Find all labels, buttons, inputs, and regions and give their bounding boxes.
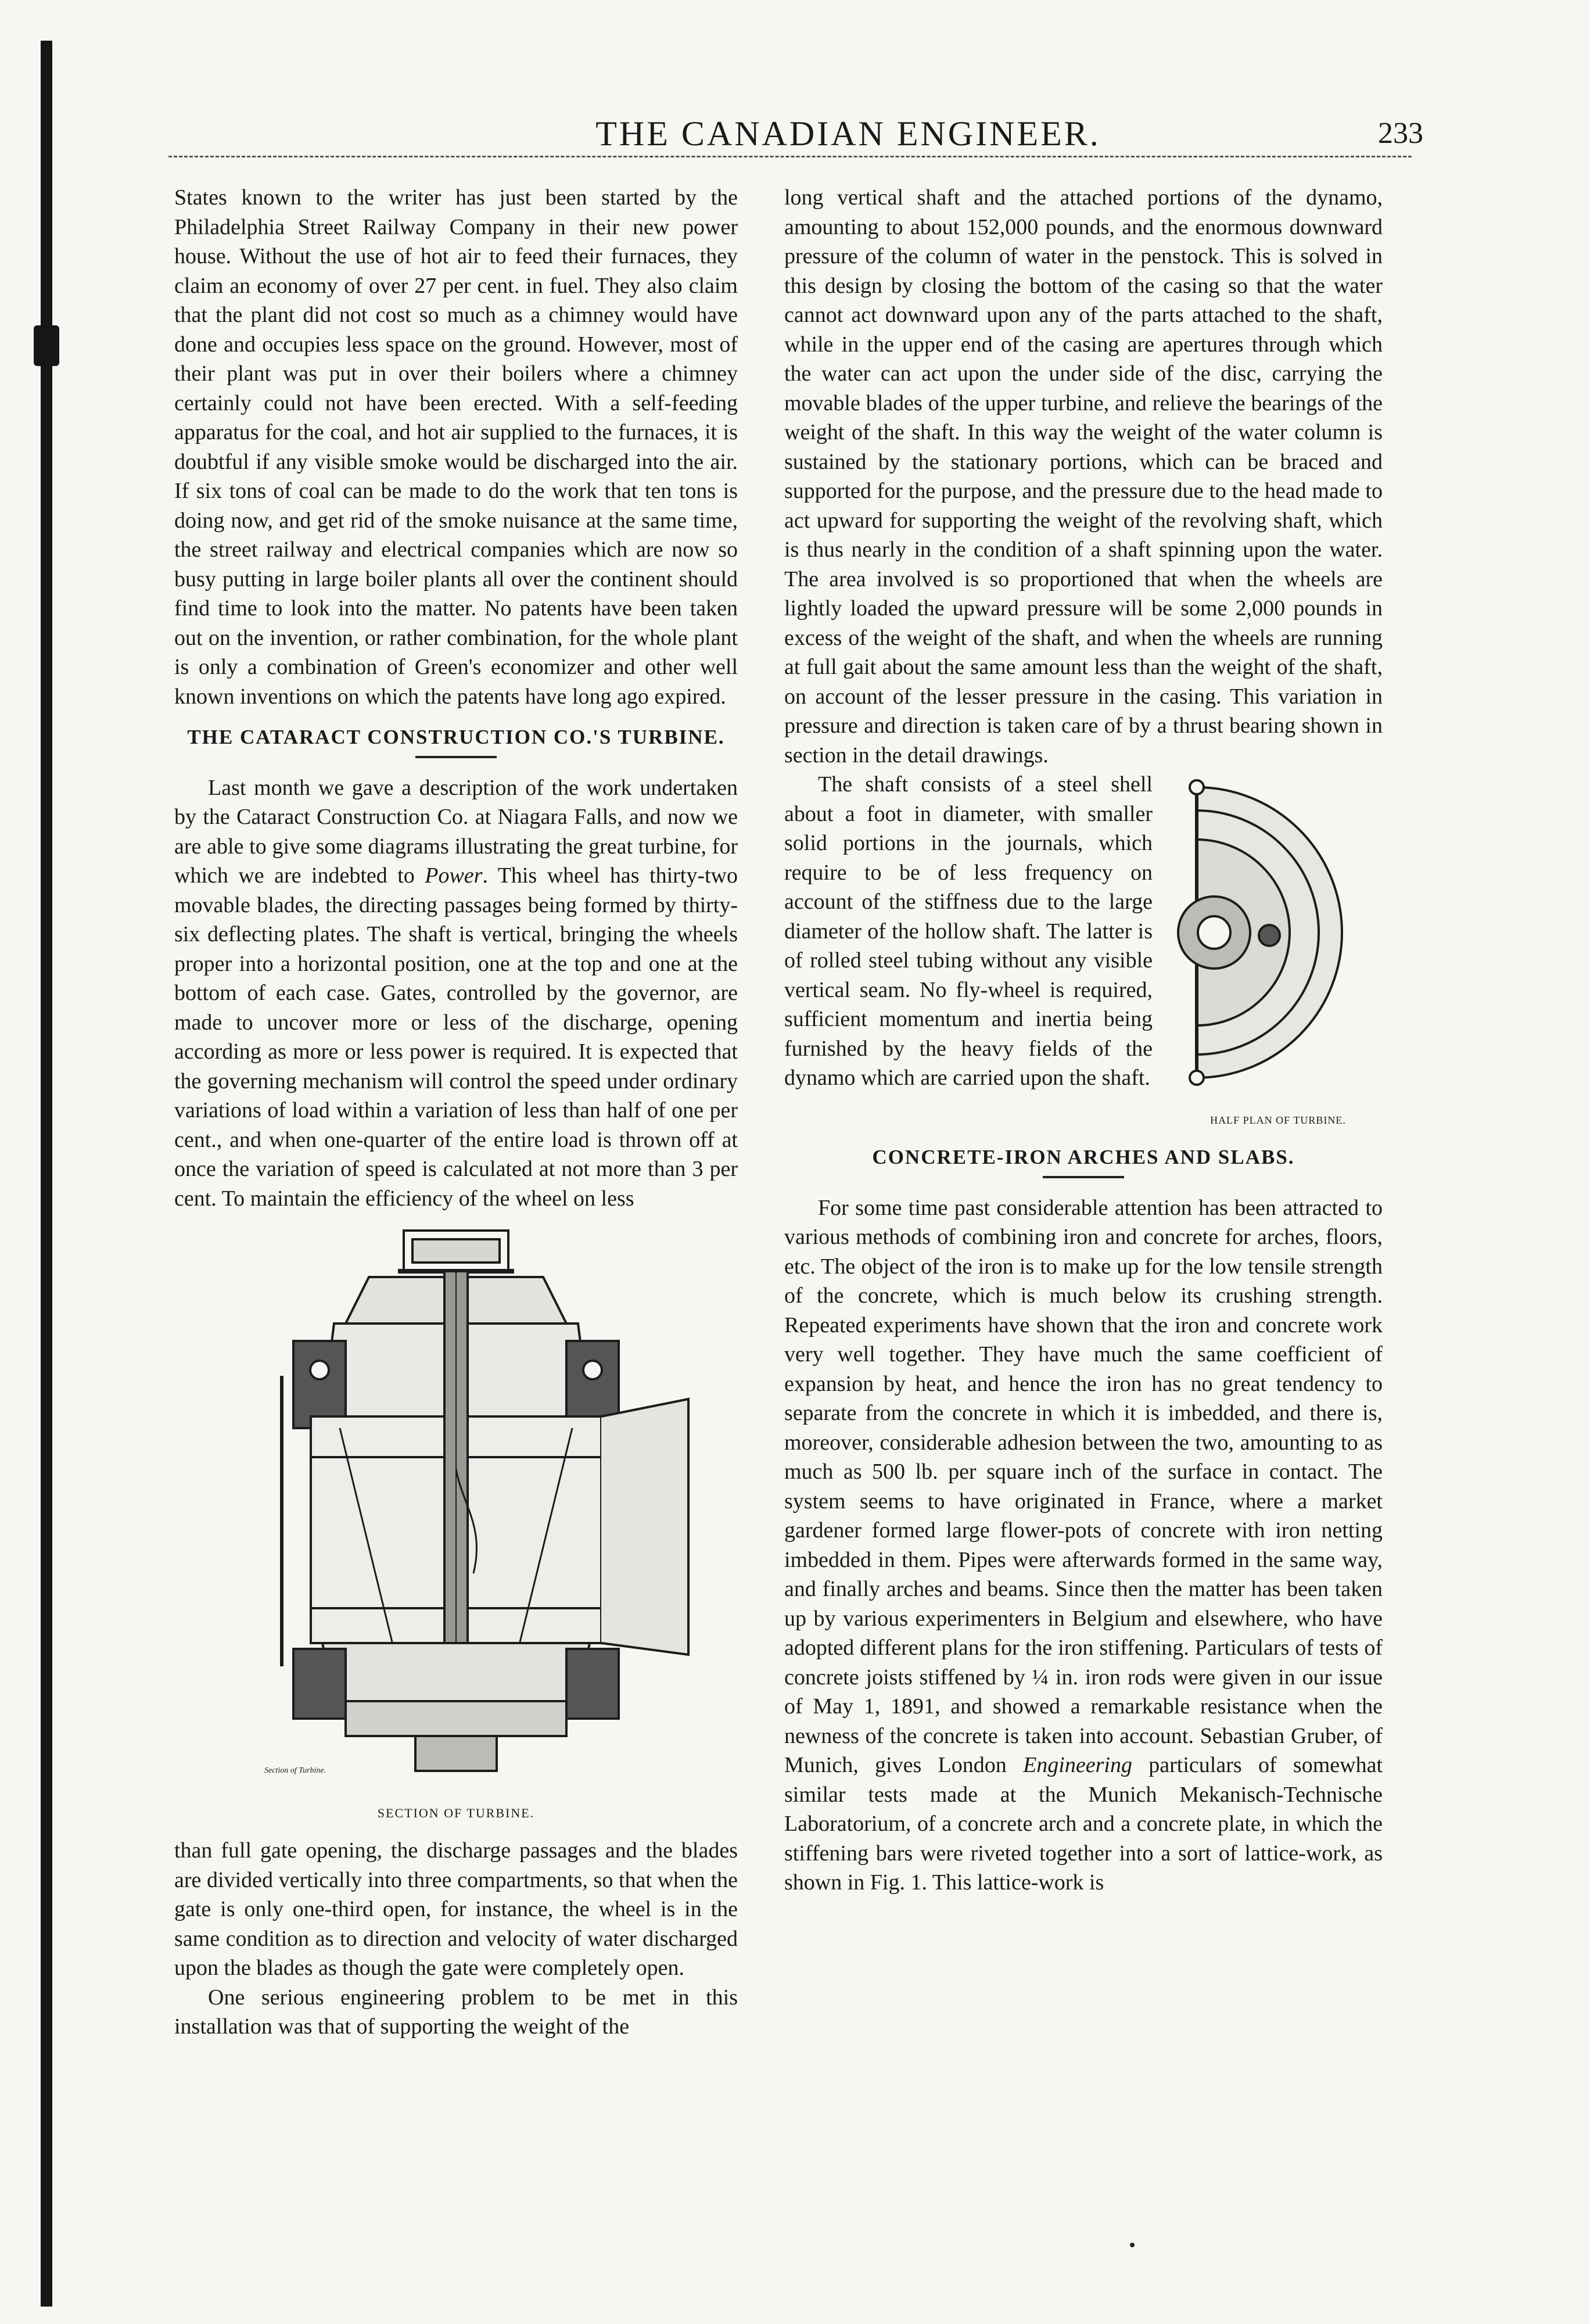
- shaft-paragraph: The shaft consists of a steel shell about a foot in diameter, with smaller solid portions in the journals, which require to be of less frequency on account of the stiffness due to the large diameter of the hollow shaft. The latter is of rolled steel tubing without any visible vertical seam. No fly-wheel is required, sufficient momentum and inertia being furnished by the heavy fields of the dynamo which are carried upon the shaft.: [784, 772, 1153, 1090]
- half-plan-drawing: [1162, 770, 1394, 1095]
- turbine-section-caption: SECTION OF TURBINE.: [377, 1805, 535, 1820]
- heading-rule: [1043, 1176, 1124, 1178]
- binding-clip: [34, 325, 59, 366]
- turbine-paragraph-1: Last month we gave a description of the work undertaken by the Cataract Construction Co. at Niagara Falls, and now we are able to give some diagrams illustrating the great turbine, for which we are indebted to Power. This wheel has thirty-two movable blades, the directing passages being formed by thirty-six deflecting plates. The shaft is vertical, bringing the wheels proper into a horizontal position, one at the top and one at the bottom of each case. Gates, controlled by the governor, are made to uncover more or less of the discharge, opening according as more or less power is required. It is expected that the governing mechanism will control the speed under ordinary variations of load within a variation of less than half of one per cent., and when one-quarter of the entire load is thrown off at once the variation of speed is calculated at not more than 3 per cent. To maintain the efficiency of the wheel on less: [174, 775, 738, 1211]
- figure-credit: Section of Turbine.: [264, 1766, 326, 1775]
- concrete-heading: CONCRETE-IRON ARCHES AND SLABS.: [872, 1146, 1295, 1168]
- binding-edge: [41, 41, 52, 2307]
- engineering-journal-name: Engineering: [1023, 1753, 1132, 1777]
- turbine-paragraph-2-continued: long vertical shaft and the attached portions of the dynamo, amounting to about 152,000 pounds, and the enormous downward pressure of the column of water in the penstock. This is solved in this design by closing the bottom of the casing so that the water cannot act downward upon any of the parts attached to the shaft, while in the upper end of the casing are apertures through which the water can act upon the under side of the disc, carrying the movable blades of the upper turbine, and relieve the bearings of the weight of the shaft. In this way the weight of the water column is sustained by the stationary portions, which can be braced and supported for the purpose, and the pressure due to the head made to act upward for supporting the weight of the revolving shaft, which is thus nearly in the condition of a shaft spinning upon the water. The area involved is so proportioned that when the wheels are lightly loaded the upward pressure will be some 2,000 pounds in excess of the weight of the shaft, and when the wheels are running at full gait about the same amount less than the weight of the shaft, on account of the lesser pressure in the casing. This variation in pressure and direction is taken care of by a thrust bearing shown in section in the detail drawings.: [784, 185, 1383, 768]
- right-column: [784, 183, 1383, 1898]
- turbine-paragraph-1-continued: than full gate opening, the discharge passages and the blades are divided vertically into three compartments, so that when the gate is only one-third open, for instance, the wheel is in the same condition as to direction and velocity of water discharged upon the blades as though the gate were completely open.: [174, 1838, 738, 1980]
- power-journal-name: Power: [425, 863, 483, 888]
- turbine-section-figure: [195, 1225, 717, 1796]
- half-plan-figure: [1162, 770, 1394, 1143]
- heading-rule: [415, 756, 497, 758]
- end-mark: [1130, 2243, 1135, 2247]
- running-head: [174, 110, 1429, 157]
- turbine-paragraph-2: One serious engineering problem to be met in this installation was that of supporting the weight of the: [174, 1985, 738, 2039]
- half-plan-caption: HALF PLAN OF TURBINE.: [1210, 1114, 1346, 1126]
- turbine-heading: THE CATARACT CONSTRUCTION CO.'S TURBINE.: [187, 726, 725, 748]
- concrete-paragraph: For some time past considerable attention has been attracted to various methods of combining iron and concrete for arches, floors, etc. The object of the iron is to make up for the low tensile strength of the concrete, which is much below its crushing strength. Repeated experiments have shown that the iron and concrete work very well together. They have much the same coefficient of expansion by heat, and hence the iron has no great tendency to separate from the concrete in which it is imbedded, and there is, moreover, considerable adhesion between the two, amounting to as much as 500 lb. per square inch of the surface in contact. The system seems to have originated in France, where a market gardener formed large flower-pots of concrete with iron netting imbedded in them. Pipes were afterwards formed in the same way, and finally arches and beams. Since then the matter has been taken up by various experimenters in Belgium and elsewhere, who have adopted different plans for the iron stiffening. Particulars of tests of concrete joists stiffened by ¼ in. iron rods were given in our issue of May 1, 1891, and showed a remarkable resistance when the newness of the concrete is taken into account. Sebastian Gruber, of Munich, gives London Engineering particulars of somewhat similar tests made at the Munich Mekanisch-Technische Laboratorium, of a concrete arch and a concrete plate, in which the stiffening bars were riveted together into a sort of lattice-work, as shown in Fig. 1. This lattice-work is: [784, 1195, 1383, 1895]
- turbine-section-drawing: [195, 1225, 717, 1788]
- left-column: [174, 183, 738, 2042]
- page-number: 233: [1378, 117, 1423, 150]
- shaft-block: [784, 770, 1383, 1126]
- header-rule: [168, 156, 1412, 157]
- journal-title: THE CANADIAN ENGINEER.: [595, 114, 1101, 153]
- intro-paragraph: States known to the writer has just been started by the Philadelphia Street Railway Company in their new power house. Without the use of hot air to feed their furnaces, they claim an economy of over 27 per cent. in fuel. They also claim that the plant did not cost so much as a chimney would have done and occupies less space on the ground. However, most of their plant was put in over their boilers where a chimney certainly could not have been erected. With a self-feeding apparatus for the coal, and hot air supplied to the furnaces, it is doubtful if any visible smoke would be discharged into the air. If six tons of coal can be made to do the work that ten tons is doing now, and get rid of the smoke nuisance at the same time, the street railway and electrical companies which are now so busy putting in large boiler plants all over the continent should find time to look into the matter. No patents have been taken out on the invention, or rather combination, for the whole plant is only a combination of Green's economizer and other well known inventions on which the patents have long ago expired.: [174, 185, 738, 709]
